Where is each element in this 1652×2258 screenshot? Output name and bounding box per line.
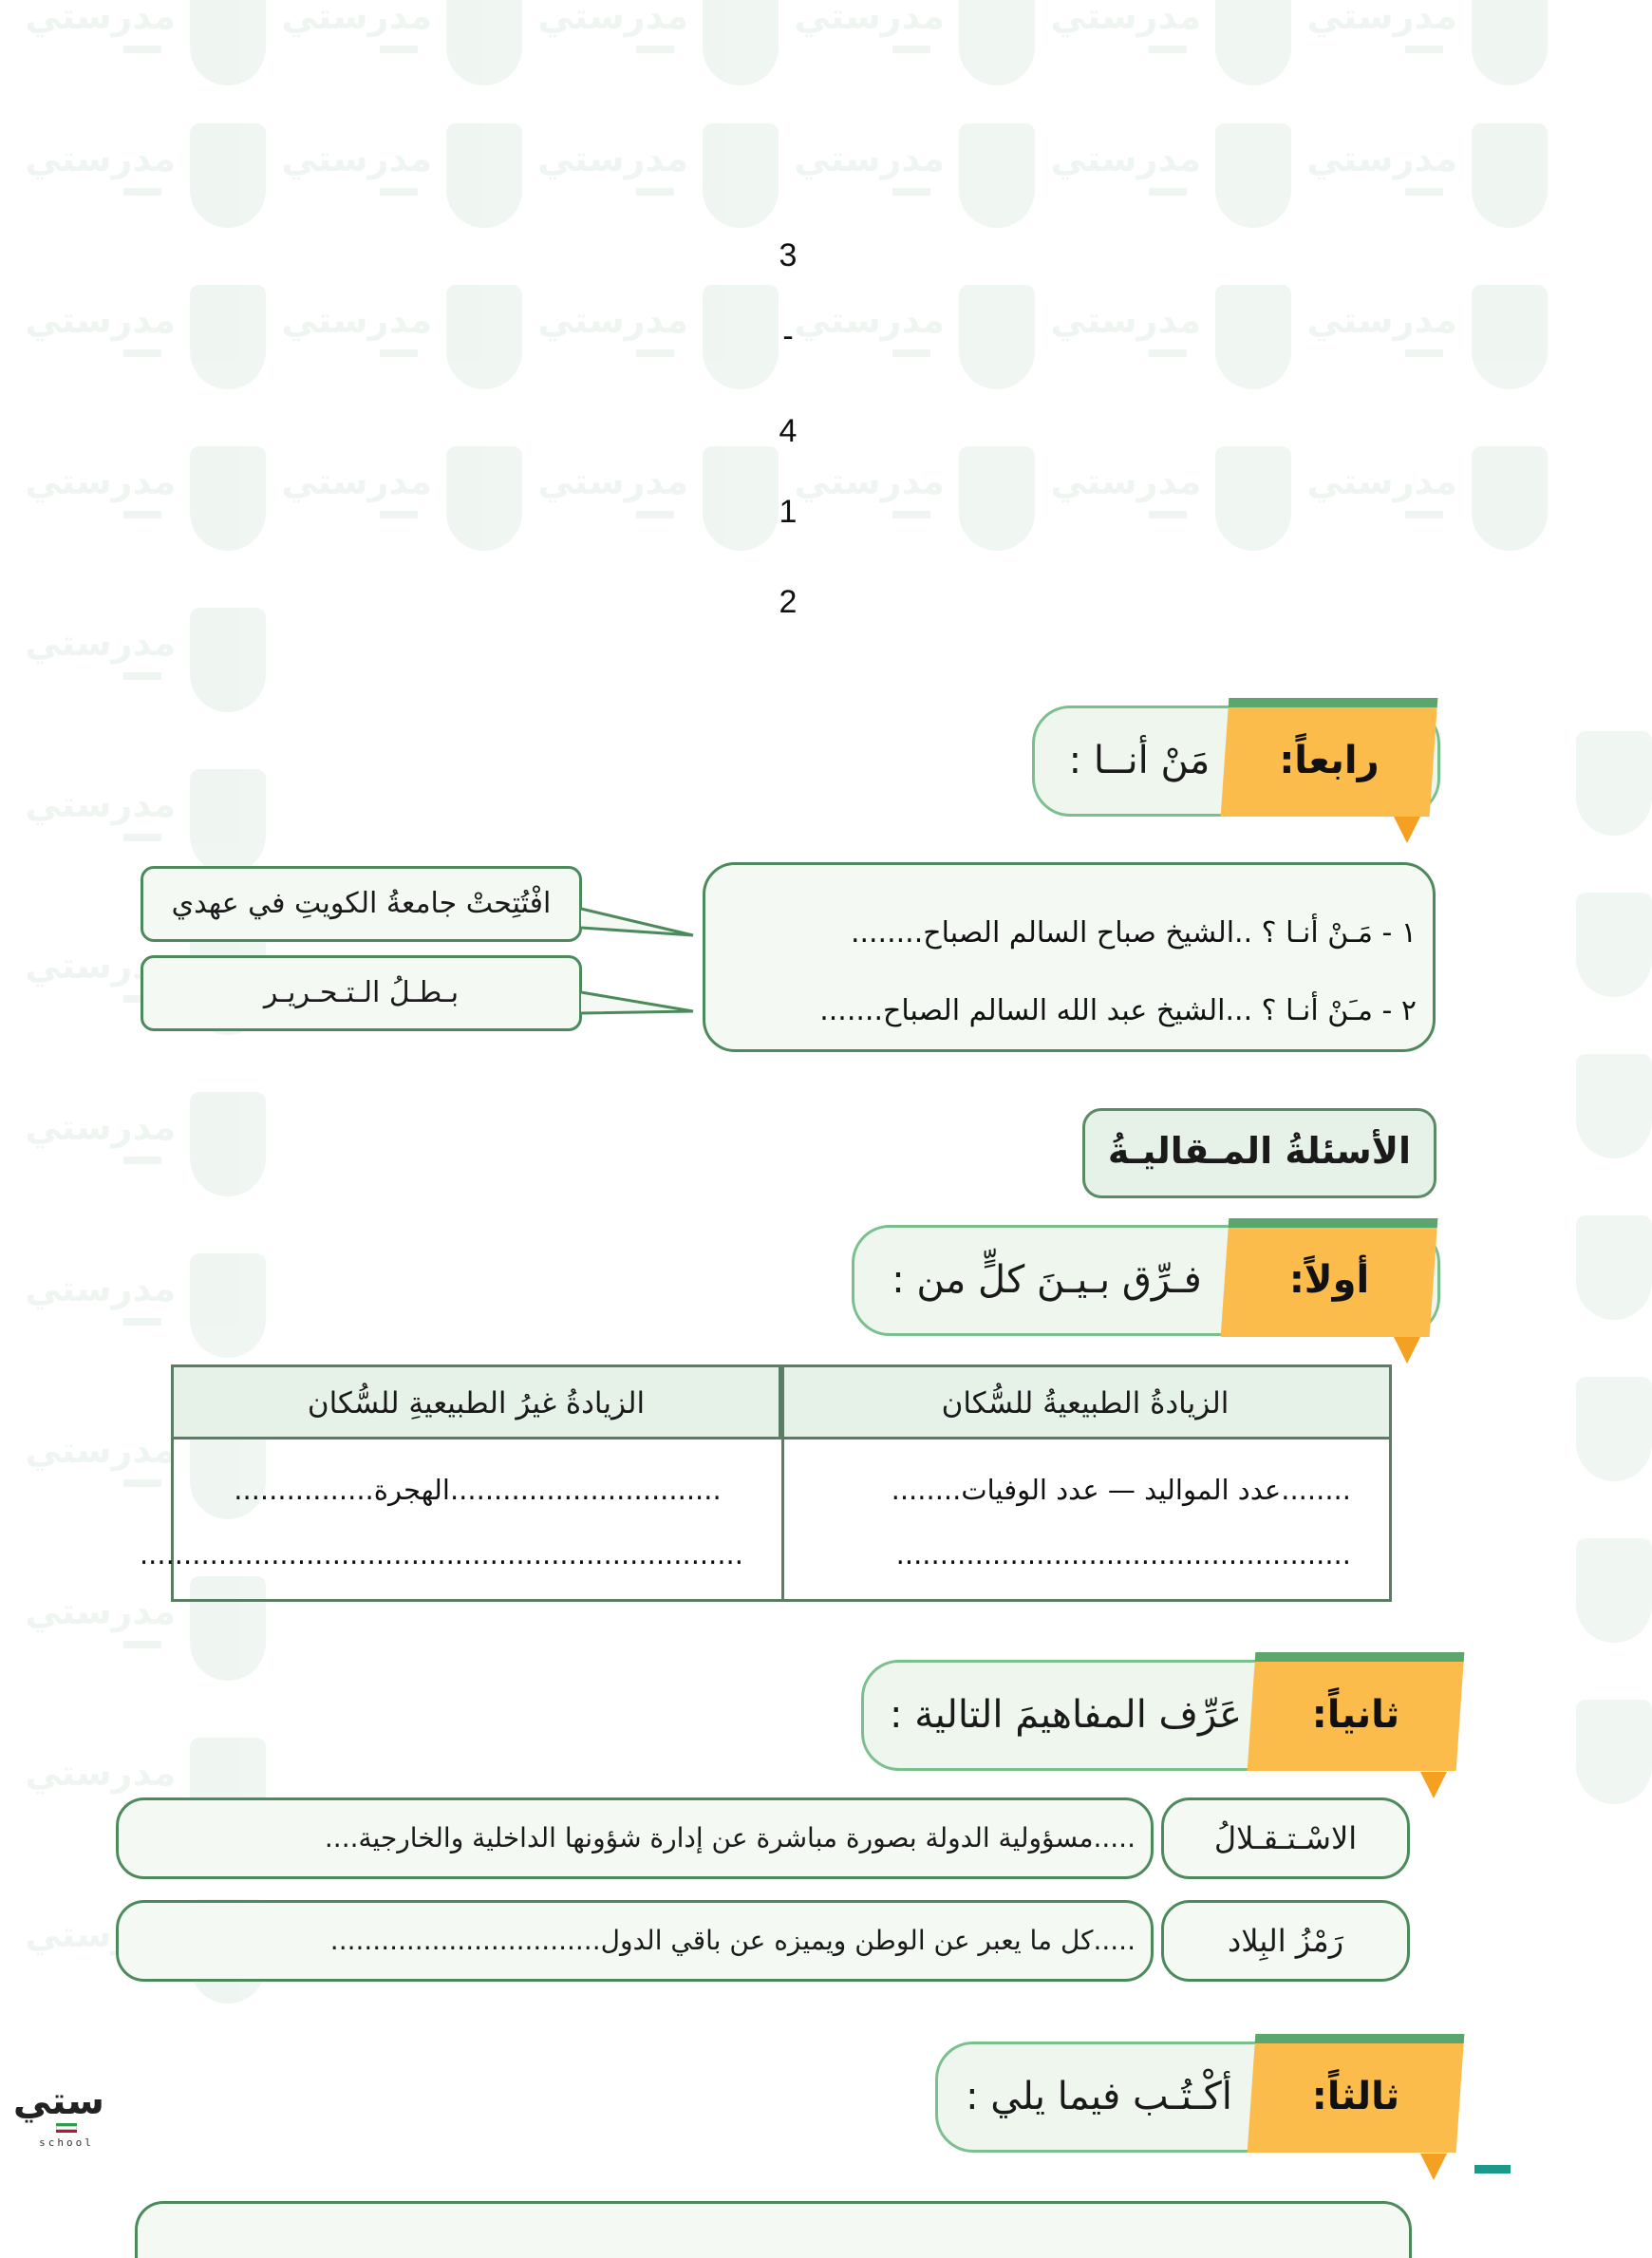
watermark-word: مدرستي [281, 299, 432, 341]
watermark-logo [281, 275, 522, 399]
watermark-logo [25, 114, 266, 237]
watermark-word: مدرستي [281, 0, 432, 37]
tag-tail-icon [1394, 1337, 1420, 1364]
watermark-word: مدرستي [281, 138, 432, 179]
tag-tail-icon [1394, 817, 1420, 843]
watermark-word: مدرستي [794, 299, 945, 341]
watermark-word: مدرستي [1306, 138, 1457, 179]
section-thanian-tag-label: ثانياً: [1311, 1693, 1400, 1737]
watermark-word: مدرستي [794, 461, 945, 502]
watermark-logo [281, 437, 522, 560]
watermark-word: مدرستي [25, 1913, 176, 1955]
hint-callout: افْتُتِحتْ جامعةُ الكويتِ في عهدي [141, 866, 582, 942]
watermark-logo [25, 437, 266, 560]
watermark-logo [1050, 114, 1291, 237]
callout-pointer-icon [570, 869, 712, 1040]
kuwait-flag-icon [56, 2123, 77, 2133]
section-thalithan-answer-box [135, 2201, 1412, 2258]
page-number: 3 [779, 237, 798, 273]
table-header: الزيادةُ الطبيعيةُ للسُّكان [781, 1367, 1389, 1439]
watermark-logo [794, 0, 1035, 95]
watermark-word: مدرستي [537, 0, 688, 37]
watermark-word: مدرستي [537, 299, 688, 341]
table-cell: .................................................... [895, 1538, 1351, 1571]
watermark-logo [25, 760, 266, 883]
table-cell: ........عدد المواليد — عدد الوفيات........ [891, 1474, 1351, 1506]
table-cell: ..................................................................... [139, 1538, 743, 1571]
watermark-word: مدرستي [1306, 0, 1457, 37]
watermark-logo [25, 1244, 266, 1367]
tag-tail-icon [1420, 2154, 1447, 2180]
watermark-logo [1424, 883, 1652, 1007]
comparison-table [139, 1364, 1392, 1602]
watermark-logo [25, 0, 266, 95]
watermark-logo [537, 114, 779, 237]
section-thalithan-title: أكْـتُـب فيما يلي : [966, 2075, 1232, 2118]
section-rabean-title: مَنْ أنــا : [1068, 739, 1211, 782]
section-rabean-tag-label: رابعاً: [1279, 739, 1380, 782]
answer-line: ١ - مَـنْ أنـا ؟ ..الشيخ صباح السالم الصباح........ [850, 916, 1417, 950]
watermark-word: مدرستي [25, 622, 176, 664]
section-awalan-title: فـرِّق بـيـنَ كلٍّ من : [892, 1258, 1202, 1302]
watermark-word: مدرستي [25, 945, 176, 987]
tag-tail-icon [1420, 1772, 1447, 1798]
watermark-logo [25, 1082, 266, 1206]
answer-line: ٢ - مـَنْ أنـا ؟ ...الشيخ عبد الله السالم الصباح....... [819, 994, 1417, 1027]
watermark-word: مدرستي [25, 1106, 176, 1148]
watermark-word: مدرستي [537, 461, 688, 502]
watermark-logo [1050, 275, 1291, 399]
watermark-logo [1306, 437, 1548, 560]
watermark-logo [1050, 0, 1291, 95]
watermark-logo [794, 114, 1035, 237]
page-number-dash: - [782, 318, 794, 354]
watermark-logo [537, 0, 779, 95]
watermark-word: مدرستي [1050, 461, 1201, 502]
watermark-logo [1424, 1206, 1652, 1329]
watermark-logo [281, 0, 522, 95]
watermark-logo [1424, 1529, 1652, 1652]
watermark-logo [794, 275, 1035, 399]
watermark-word: مدرستي [25, 1268, 176, 1309]
watermark-word: مدرستي [25, 1429, 176, 1471]
watermark-word: مدرستي [794, 138, 945, 179]
definition-term: الاسْـتـقـلالُ [1161, 1797, 1410, 1879]
watermark-logo [25, 598, 266, 722]
table-header: الزيادةُ غيرُ الطبيعيةِ للسُّكان [174, 1367, 781, 1439]
section-thalithan-tag-label: ثالثاً: [1311, 2075, 1400, 2118]
watermark-word: مدرستي [25, 138, 176, 179]
watermark-logo [1424, 722, 1652, 845]
watermark-logo [794, 437, 1035, 560]
watermark-logo [537, 275, 779, 399]
watermark-word: مدرستي [1050, 138, 1201, 179]
page-number: 2 [779, 584, 798, 620]
section-awalan-tag-label: أولاً: [1288, 1258, 1370, 1302]
watermark-word: مدرستي [25, 461, 176, 502]
section-thanian-title: عَرِّف المفاهيمَ التالية : [890, 1693, 1242, 1737]
watermark-word: مدرستي [25, 783, 176, 825]
watermark-logo [1050, 437, 1291, 560]
watermark-word: مدرستي [25, 1590, 176, 1632]
watermark-word: مدرستي [25, 1752, 176, 1794]
watermark-logo [1424, 1367, 1652, 1491]
watermark-logo [1306, 114, 1548, 237]
watermark-logo [25, 275, 266, 399]
watermark-logo [537, 437, 779, 560]
definition-answer: .....مسؤولية الدولة بصورة مباشرة عن إدارة شؤونها الداخلية والخارجية.... [116, 1797, 1154, 1879]
watermark-word: مدرستي [1306, 299, 1457, 341]
watermark-logo [281, 114, 522, 237]
watermark-word: مدرستي [794, 0, 945, 37]
definition-answer: .....كل ما يعبر عن الوطن ويميزه عن باقي الدول................................ [116, 1900, 1154, 1982]
page-number: 4 [779, 413, 798, 449]
watermark-logo [1306, 0, 1548, 95]
watermark-word: مدرستي [25, 0, 176, 37]
page-accent-bar [1474, 2165, 1511, 2173]
watermark-word: مدرستي [1050, 299, 1201, 341]
watermark-word: مدرستي [281, 461, 432, 502]
watermark-word: مدرستي [1306, 461, 1457, 502]
side-logo [12, 2079, 104, 2165]
hint-callout: بـطـلُ الـتـحـريـر [141, 955, 582, 1031]
page-number: 1 [779, 494, 798, 530]
watermark-word: مدرستي [537, 138, 688, 179]
watermark-word: مدرستي [1050, 0, 1201, 37]
side-logo-school: school [39, 2136, 94, 2149]
definition-term: رَمْزُ البِلاد [1161, 1900, 1410, 1982]
table-cell: ...............................الهجرة................ [234, 1474, 722, 1506]
essay-heading: الأسئلةُ المـقاليـةُ [1107, 1130, 1412, 1172]
watermark-logo [1424, 1044, 1652, 1168]
watermark-word: مدرستي [25, 299, 176, 341]
watermark-logo [1306, 275, 1548, 399]
side-logo-word: ستي [12, 2079, 104, 2123]
